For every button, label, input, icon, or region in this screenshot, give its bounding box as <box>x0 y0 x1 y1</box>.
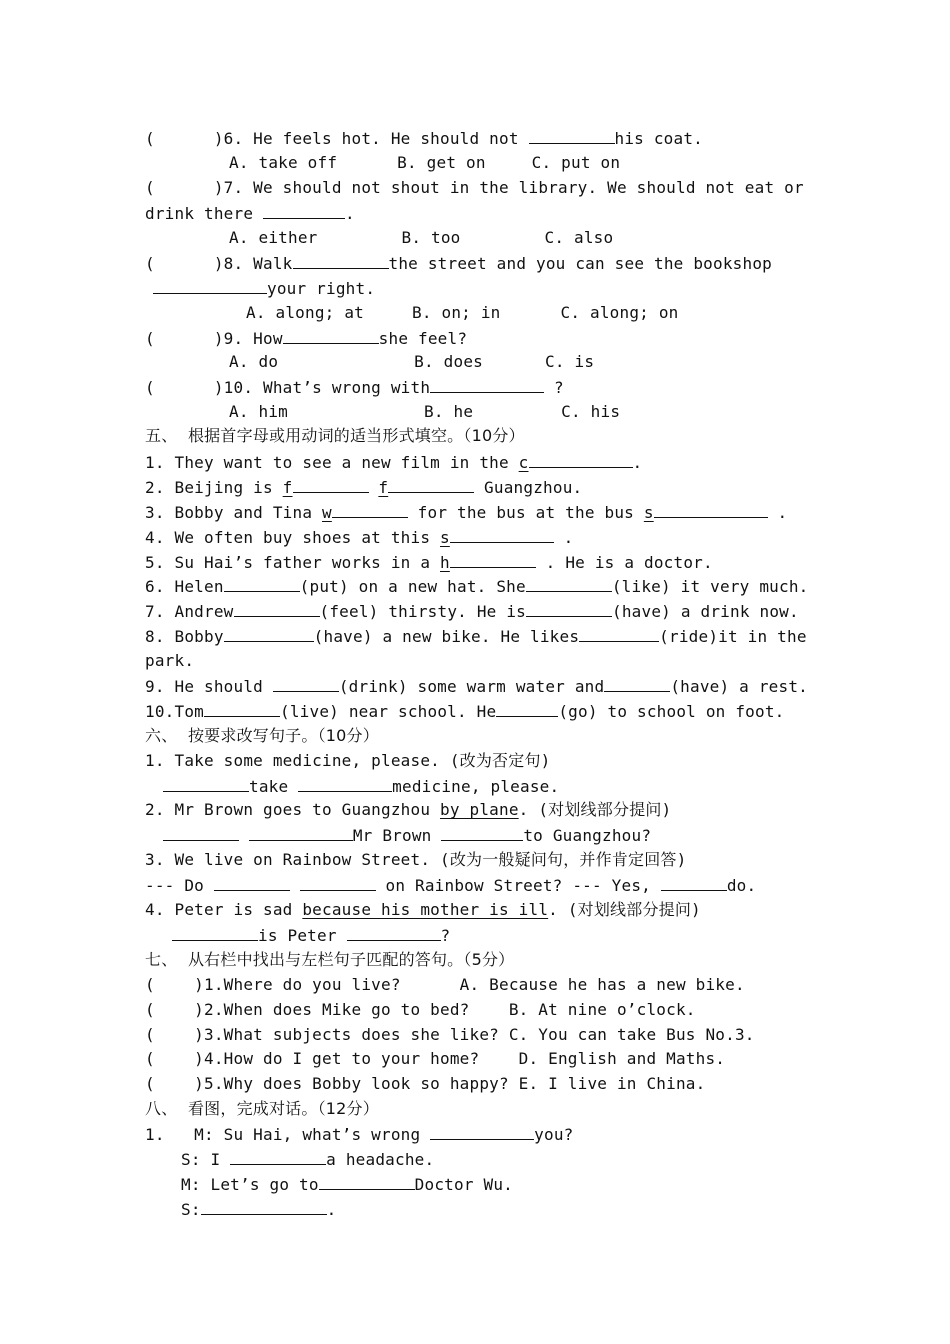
blank[interactable] <box>298 776 392 792</box>
s8-dialog-line-1: 1. M: Su Hai, what’s wrong you? <box>145 1125 574 1144</box>
blank[interactable] <box>273 676 339 692</box>
blank[interactable] <box>204 701 280 717</box>
blank[interactable] <box>430 1124 534 1140</box>
blank[interactable] <box>300 875 376 891</box>
section-6-title: 六、 按要求改写句子。（10分） <box>145 726 379 745</box>
s5-item-10: 10.Tom (live) near school. He (go) to school on foot. <box>145 702 785 721</box>
answer-paren[interactable]: ( ) <box>145 178 224 197</box>
s6-item-1-answer: take medicine, please. <box>163 776 559 797</box>
blank[interactable] <box>263 203 345 219</box>
s5-item-2: 2. Beijing is f f Guangzhou. <box>145 478 583 497</box>
question-7-options: A. either B. too C. also <box>229 228 614 247</box>
s5-item-4: 4. We often buy shoes at this s . <box>145 528 574 547</box>
s5-item-6: 6. Helen (put) on a new hat. She (like) it very much. <box>145 577 809 596</box>
blank[interactable] <box>496 701 558 717</box>
s7-row-1[interactable]: ( )1.Where do you live? A. Because he has a new bike. <box>145 975 745 994</box>
question-9-options: A. do B. does C. is <box>229 352 595 371</box>
blank[interactable] <box>201 1199 327 1215</box>
question-10: ( )10. What’s wrong with ? <box>145 378 564 397</box>
s7-row-4[interactable]: ( )4.How do I get to your home? D. English and Maths. <box>145 1049 726 1068</box>
question-7: ( )7. We should not shout in the library. We should not eat or <box>145 178 804 197</box>
question-8-line2: your right. <box>153 278 375 299</box>
blank[interactable] <box>450 552 536 568</box>
section-5-title: 五、 根据首字母或用动词的适当形式填空。（10分） <box>145 426 525 445</box>
s8-dialog-line-2: S: I a headache. <box>181 1150 435 1169</box>
s6-item-4: 4. Peter is sad because his mother is ill. (对划线部分提问) <box>145 900 701 919</box>
question-6-options: A. take off B. get on C. put on <box>229 153 621 172</box>
s5-item-7: 7. Andrew (feel) thirsty. He is (have) a drink now. <box>145 602 799 621</box>
blank[interactable] <box>163 776 249 792</box>
blank[interactable] <box>283 328 379 344</box>
blank[interactable] <box>332 502 408 518</box>
blank[interactable] <box>526 601 612 617</box>
question-8: ( )8. Walk the street and you can see the bookshop <box>145 254 772 273</box>
s6-item-1: 1. Take some medicine, please. (改为否定句) <box>145 751 551 770</box>
s5-item-5: 5. Su Hai’s father works in a h . He is a doctor. <box>145 553 713 572</box>
section-7-title: 七、 从右栏中找出与左栏句子匹配的答句。（5分） <box>145 950 515 969</box>
s5-item-3: 3. Bobby and Tina w for the bus at the bus s . <box>145 503 788 522</box>
s6-item-2: 2. Mr Brown goes to Guangzhou by plane. (对划线部分提问) <box>145 800 672 819</box>
blank[interactable] <box>526 576 612 592</box>
blank[interactable] <box>153 278 267 294</box>
s5-item-8: 8. Bobby (have) a new bike. He likes (ride)it in the <box>145 627 807 646</box>
blank[interactable] <box>654 502 768 518</box>
question-6: ( )6. He feels hot. He should not his coat. <box>145 129 703 148</box>
blank[interactable] <box>234 601 320 617</box>
blank[interactable] <box>441 825 523 841</box>
s8-dialog-line-3: M: Let’s go to Doctor Wu. <box>181 1175 513 1194</box>
question-7-line2: drink there . <box>145 204 355 223</box>
s7-row-5[interactable]: ( )5.Why does Bobby look so happy? E. I live in China. <box>145 1074 706 1093</box>
section-8-title: 八、 看图，完成对话。（12分） <box>145 1099 379 1118</box>
blank[interactable] <box>214 875 290 891</box>
blank[interactable] <box>450 527 554 543</box>
answer-paren[interactable]: ( ) <box>145 329 224 348</box>
blank[interactable] <box>319 1174 415 1190</box>
blank[interactable] <box>224 576 300 592</box>
blank[interactable] <box>172 925 258 941</box>
blank[interactable] <box>388 477 474 493</box>
blank[interactable] <box>347 925 441 941</box>
blank[interactable] <box>230 1149 326 1165</box>
question-9: ( )9. How she feel? <box>145 329 468 348</box>
blank[interactable] <box>224 626 314 642</box>
blank[interactable] <box>529 128 615 144</box>
s6-item-4-answer: is Peter ? <box>172 925 450 946</box>
question-8-options: A. along; at B. on; in C. along; on <box>246 303 679 322</box>
blank[interactable] <box>249 825 353 841</box>
s6-item-3: 3. We live on Rainbow Street. (改为一般疑问句，并作肯定回答) <box>145 850 687 869</box>
answer-paren[interactable]: ( ) <box>145 378 224 397</box>
blank[interactable] <box>293 253 389 269</box>
answer-paren[interactable]: ( ) <box>145 129 224 148</box>
blank[interactable] <box>604 676 670 692</box>
s5-item-1: 1. They want to see a new film in the c . <box>145 453 643 472</box>
answer-paren[interactable]: ( ) <box>145 254 224 273</box>
s7-row-3[interactable]: ( )3.What subjects does she like? C. You can take Bus No.3. <box>145 1025 755 1044</box>
blank[interactable] <box>661 875 727 891</box>
blank[interactable] <box>579 626 659 642</box>
s7-row-2[interactable]: ( )2.When does Mike go to bed? B. At nine o’clock. <box>145 1000 696 1019</box>
blank[interactable] <box>163 825 239 841</box>
blank[interactable] <box>529 452 633 468</box>
s8-dialog-line-4: S: . <box>181 1200 337 1219</box>
s6-item-3-answer: --- Do on Rainbow Street? --- Yes, do. <box>145 876 757 895</box>
question-10-options: A. him B. he C. his <box>229 402 621 421</box>
blank[interactable] <box>430 377 544 393</box>
s5-item-9: 9. He should (drink) some warm water and (have) a rest. <box>145 677 808 696</box>
blank[interactable] <box>293 477 369 493</box>
s5-item-8-cont: park. <box>145 651 195 670</box>
s6-item-2-answer: Mr Brown to Guangzhou? <box>163 825 651 846</box>
